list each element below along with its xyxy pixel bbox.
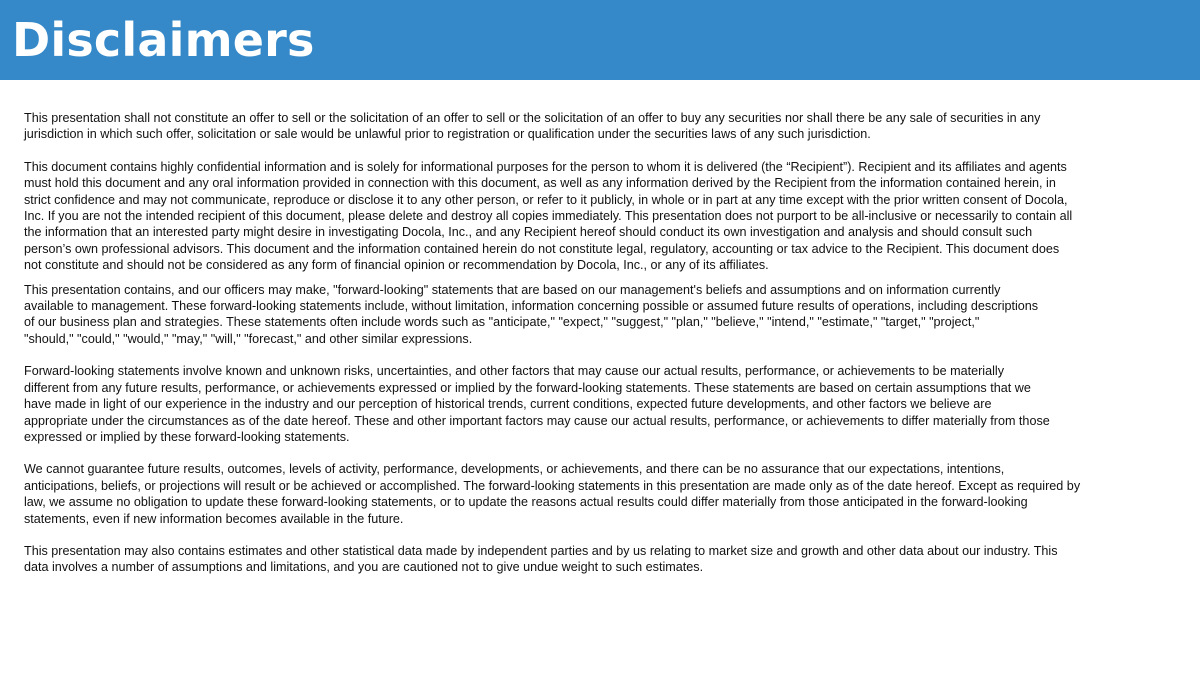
text-line: This presentation may also contains estimates and other statistical data made by independent parties and by us relating to market size and growth and other data about our industry. This — [24, 543, 1058, 558]
text-line: the information that an interested party might desire in investigating Docola, Inc., and any Recipient hereof should conduct its own investigation and analysis and should consult such — [24, 225, 1033, 240]
paragraph-risks — [24, 363, 1184, 445]
text-line: not constitute and should not be considered as any form of financial opinion or recommendation by Docola, Inc., or any of its affiliates. — [24, 258, 769, 273]
text-line: This presentation contains, and our officers may make, "forward-looking" statements that are based on our management's beliefs and assumptions and on information currently — [24, 282, 1001, 297]
paragraph-no-guarantee — [24, 461, 1184, 527]
title-bar — [0, 0, 1200, 80]
text-line: Forward-looking statements involve known and unknown risks, uncertainties, and other factors that may cause our actual results, performance, or achievements to be materially — [24, 364, 1004, 379]
paragraph-securities-offer — [24, 110, 1184, 143]
text-line: data involves a number of assumptions and limitations, and you are cautioned not to give undue weight to such estimates. — [24, 560, 704, 575]
paragraph-forward-looking-statements — [24, 282, 1184, 348]
text-line: "should," "could," "would," "may," "will," "forecast," and other similar expressions. — [24, 331, 473, 346]
text-line: have made in light of our experience in the industry and our perception of historical trends, current conditions, expected future developments, and other factors we believe are — [24, 397, 992, 412]
text-line: jurisdiction in which such offer, solicitation or sale would be unlawful prior to registration or qualification under the securities laws of any such jurisdiction. — [24, 127, 871, 142]
text-line: available to management. These forward-looking statements include, without limitation, information concerning possible or assumed future results of operations, including descriptions — [24, 299, 1039, 314]
paragraph-estimates — [24, 543, 1184, 576]
text-line: We cannot guarantee future results, outcomes, levels of activity, performance, developments, or achievements, and there can be no assurance that our expectations, intentions, — [24, 462, 1005, 477]
text-line: person’s own professional advisors. This document and the information contained herein do not constitute legal, regulatory, accounting or tax advice to the Recipient. This document does — [24, 241, 1060, 256]
text-line: different from any future results, performance, or achievements expressed or implied by the forward-looking statements. These statements are based on certain assumptions that we — [24, 380, 1031, 395]
text-line: anticipations, beliefs, or projections will result or be achieved or accomplished. The forward-looking statements in this presentation are made only as of the date hereof. Except as required by — [24, 478, 1081, 493]
text-line: This document contains highly confidential information and is solely for informational purposes for the person to whom it is delivered (the “Recipient”). Recipient and its affiliates and agents — [24, 159, 1067, 174]
text-line: This presentation shall not constitute an offer to sell or the solicitation of an offer to sell or the solicitation of an offer to buy any securities nor shall there be any sale of securities in any — [24, 111, 1041, 125]
text-line: of our business plan and strategies. These statements often include words such as "anticipate," "expect," "suggest," "plan," "believe," "intend," "estimate," "target," "project," — [24, 315, 980, 330]
text-line: law, we assume no obligation to update these forward-looking statements, or to update the reasons actual results could differ materially from those anticipated in the forward-looking — [24, 495, 1028, 510]
text-line: Inc. If you are not the intended recipient of this document, please delete and destroy all copies immediately. This presentation does not purport to be all-inclusive or necessarily to contain all — [24, 209, 1073, 224]
text-line: must hold this document and any oral information provided in connection with this document, as well as any information derived by the Recipient from the information contained herein, in — [24, 176, 1056, 191]
text-line: expressed or implied by these forward-looking statements. — [24, 429, 350, 444]
text-line: statements, even if new information becomes available in the future. — [24, 511, 404, 526]
disclaimer-body — [24, 110, 1184, 576]
text-line: strict confidence and may not communicate, reproduce or disclose it to any other person, or refer to it publicly, in whole or in part at any time except with the prior written consent of Docola, — [24, 192, 1068, 207]
paragraph-confidentiality — [24, 159, 1184, 274]
slide-title: Disclaimers — [12, 13, 315, 67]
text-line: appropriate under the circumstances as of the date hereof. These and other important factors may cause our actual results, performance, or achievements to differ materially from those — [24, 413, 1050, 428]
